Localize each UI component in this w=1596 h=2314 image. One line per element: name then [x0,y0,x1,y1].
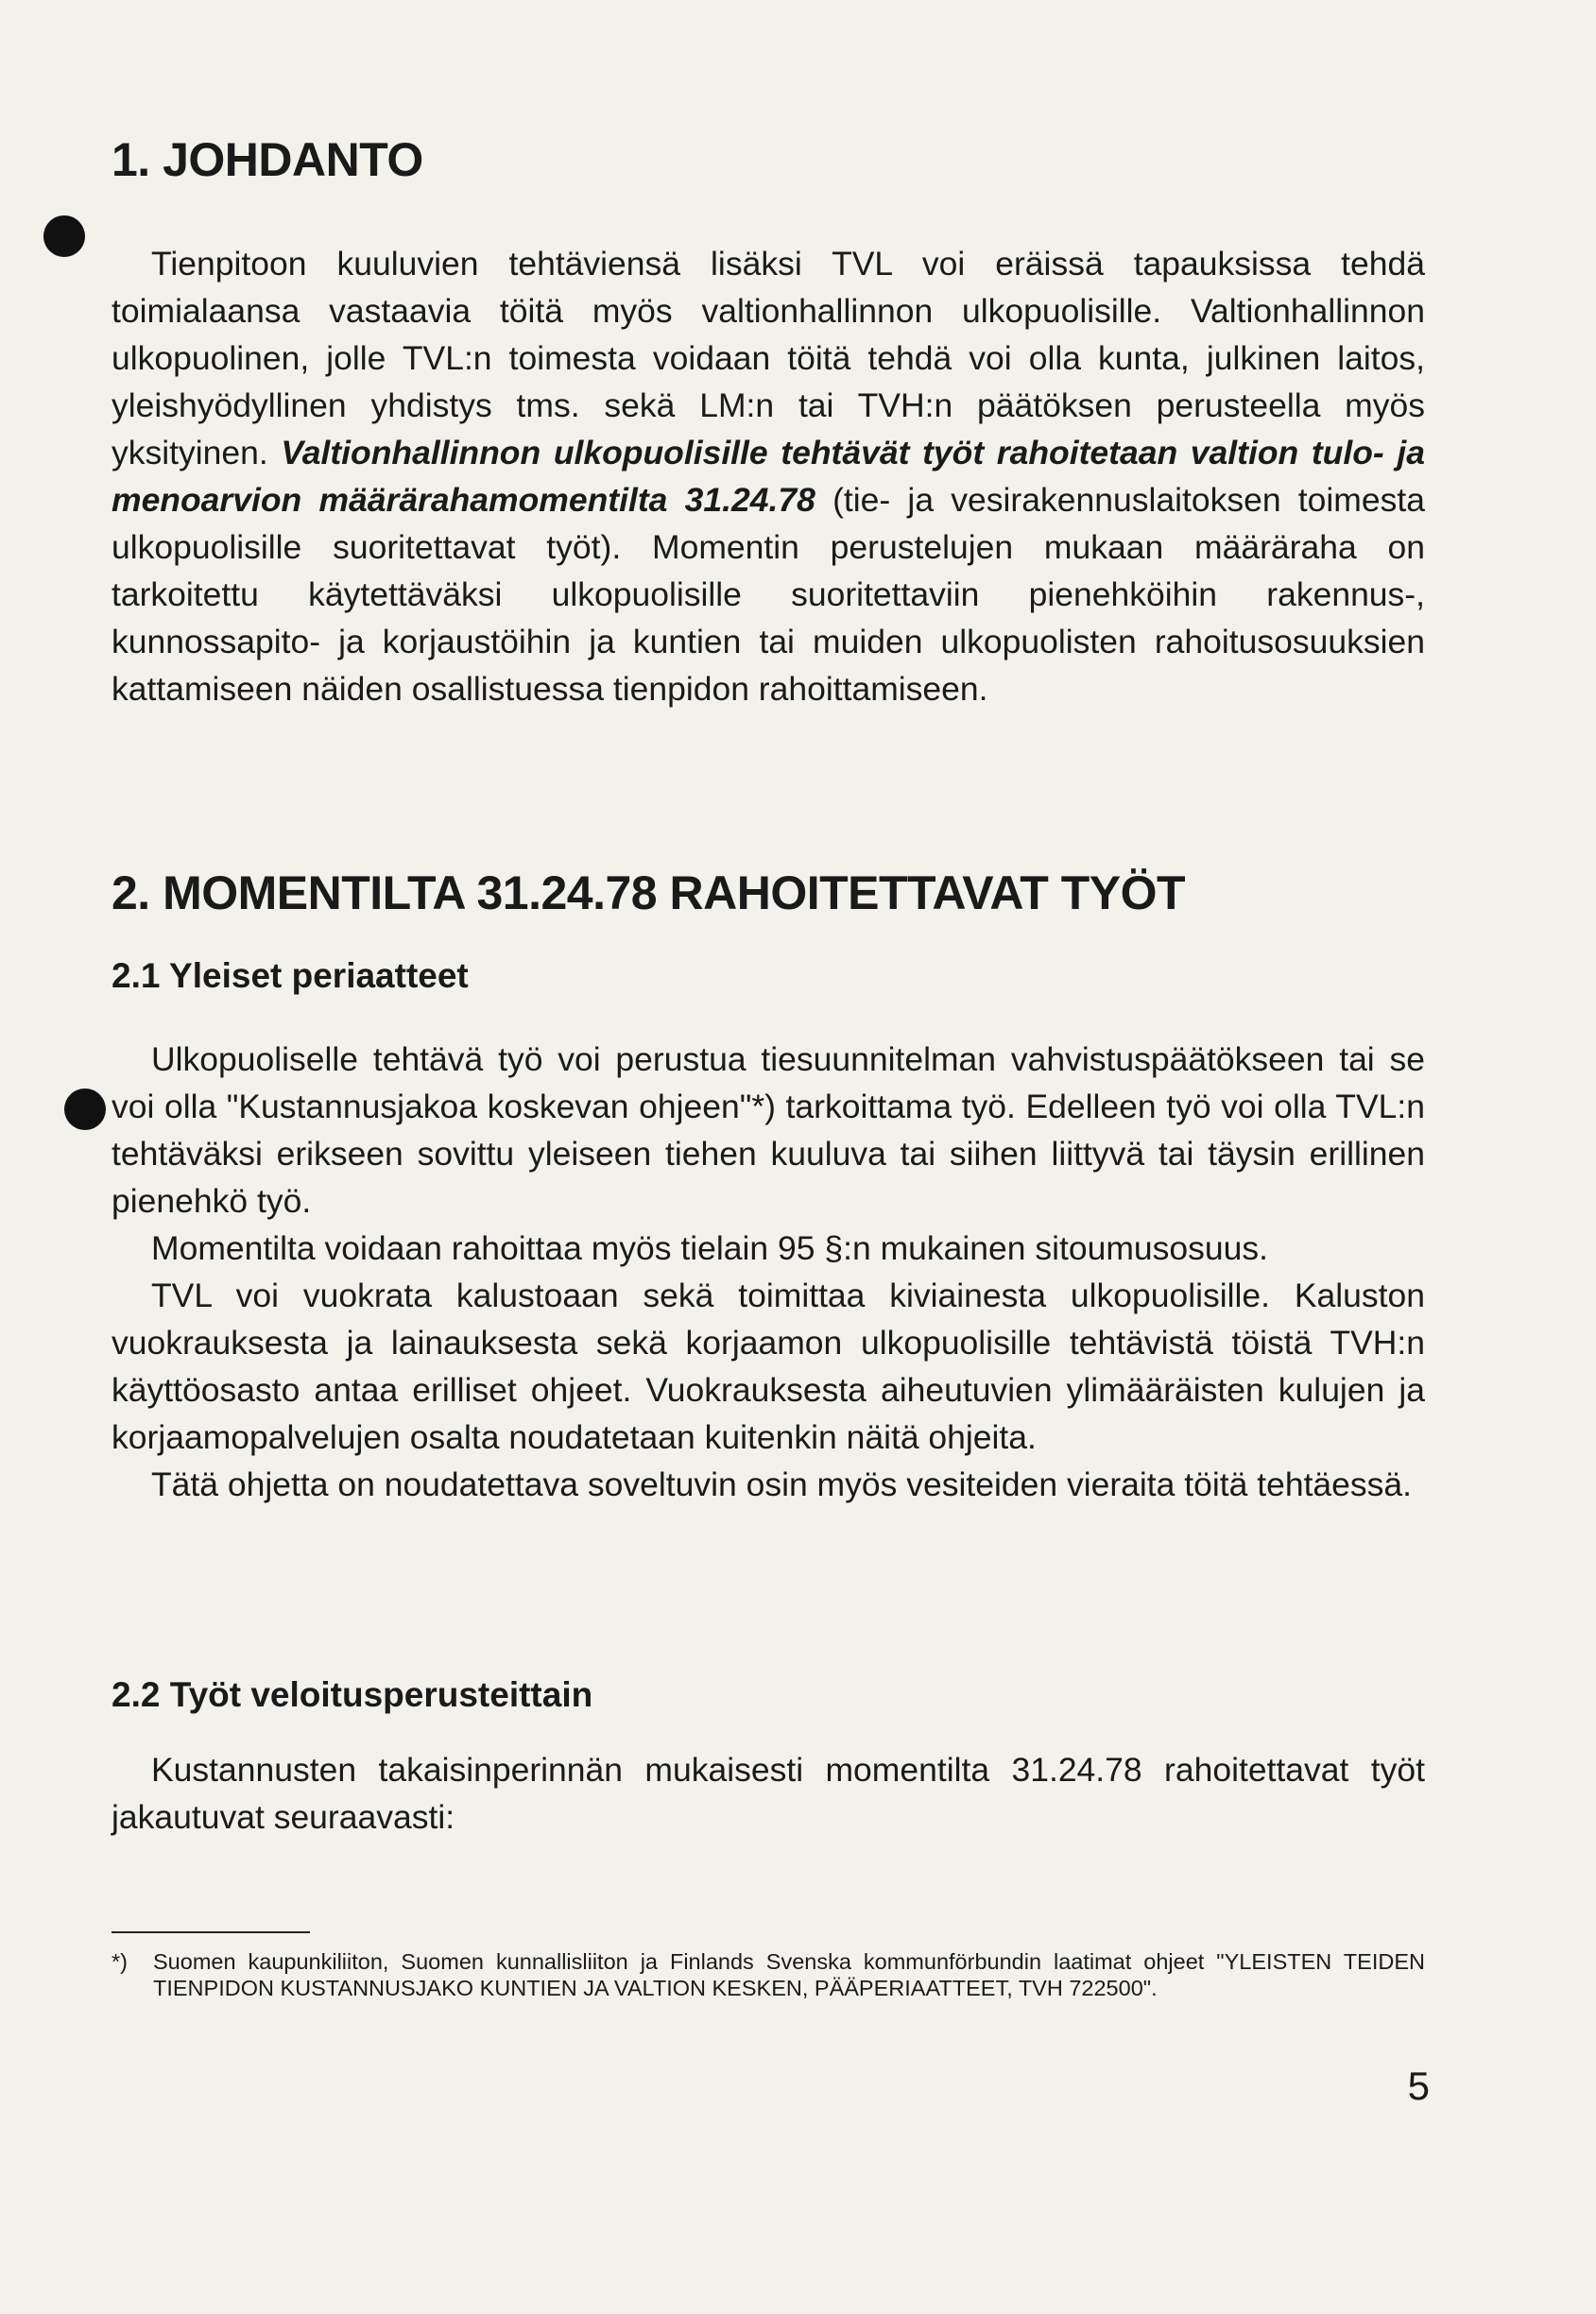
punch-hole-middle [64,1088,106,1130]
subsection-2-2-paragraph: Kustannusten takaisinperinnän mukaisesti momentilta 31.24.78 rahoitettavat työt jakautuvat seuraavasti: [112,1751,1425,1836]
subsection-2-1-paragraph-1: Ulkopuoliselle tehtävä työ voi perustua tiesuunnitelman vahvistuspäätökseen tai se voi olla "Kustannusjakoa koskevan ohjeen"*) tarkoittama työ. Edelleen työ voi olla TVL:n tehtäväksi erikseen sovittu yleiseen tiehen kuuluva tai siihen liittyvä tai täysin erillinen pienehkö työ. [112,1040,1425,1220]
section-1 [112,132,1425,187]
footnote-text: Suomen kaupunkiliiton, Suomen kunnallisliiton ja Finlands Svenska kommunförbundin laatimat ohjeet "YLEISTEN TEIDEN TIENPIDON KUSTANNUSJAKO KUNTIEN JA VALTION KESKEN, PÄÄPERIAATTEET, TVH 722500". [153,1949,1425,2000]
punch-hole-top [43,215,85,257]
subsection-2-2-heading: 2.2 Työt veloitusperusteittain [112,1675,593,1714]
subsection-2-1-heading: 2.1 Yleiset periaatteet [112,956,469,995]
subsection-2-1-paragraph-3: TVL voi vuokrata kalustoaan sekä toimittaa kiviainesta ulkopuolisille. Kaluston vuokrauksesta ja lainauksesta sekä korjaamon ulkopuolisille tehtävistä töistä TVH:n käyttöosasto antaa erilliset ohjeet. Vuokrauksesta aiheutuvien ylimääräisten kulujen ja korjaamopalvelujen osalta noudatetaan kuitenkin näitä ohjeita. [112,1277,1425,1456]
footnote-marker: *) [112,1949,128,1974]
section-1-heading: 1. JOHDANTO [112,133,423,186]
section-2-heading: 2. MOMENTILTA 31.24.78 RAHOITETTAVAT TYÖT [112,866,1186,919]
subsection-2-1 [112,956,1425,996]
subsection-2-1-paragraph-2: Momentilta voidaan rahoittaa myös tielain 95 §:n mukainen sitoumusosuus. [151,1229,1269,1267]
subsection-2-1-paragraph-4: Tätä ohjetta on noudatettava soveltuvin osin myös vesiteiden vieraita töitä tehtäessä. [151,1466,1413,1503]
section-1-body [112,240,1425,712]
section-1-lead-text: Tienpitoon kuuluvien tehtäviensä lisäksi TVL voi eräissä tapauksissa tehdä toimialaansa vastaavia töitä myös valtionhallinnon ulkopuolisille. Valtionhallinnon ulkopuolinen, jolle TVL:n toimesta voidaan töitä tehdä voi olla kunta, julkinen laitos, yleishyödyllinen yhdistys tms. sekä LM:n tai TVH:n päätöksen perusteella myös yksityinen. [112,245,1425,471]
section-2 [112,866,1425,920]
subsection-2-2 [112,1675,1425,1715]
section-1-tail-text: (tie- ja vesirakennuslaitoksen toimesta ulkopuolisille suoritettavat työt). Momentin perustelujen mukaan määräraha on tarkoitettu käytettäväksi ulkopuolisille suoritettaviin pienehköihin rakennus-, kunnossapito- ja korjaustöihin ja kuntien tai muiden ulkopuolisten rahoitusosuuksien kattamiseen näiden osallistuessa tienpidon rahoittamiseen. [112,481,1425,708]
footnote-rule [112,1931,310,1933]
subsection-2-1-body [112,1036,1425,1508]
footnote [112,1948,1425,2001]
section-1-paragraph [112,240,1425,712]
subsection-2-2-body [112,1746,1425,1841]
page-number: 5 [1407,2064,1430,2108]
section-1-emphasis-text: Valtionhallinnon ulkopuolisille tehtävät työt rahoitetaan valtion tulo- ja menoarvion määrärahamomentilta 31.24.78 [112,434,1425,519]
